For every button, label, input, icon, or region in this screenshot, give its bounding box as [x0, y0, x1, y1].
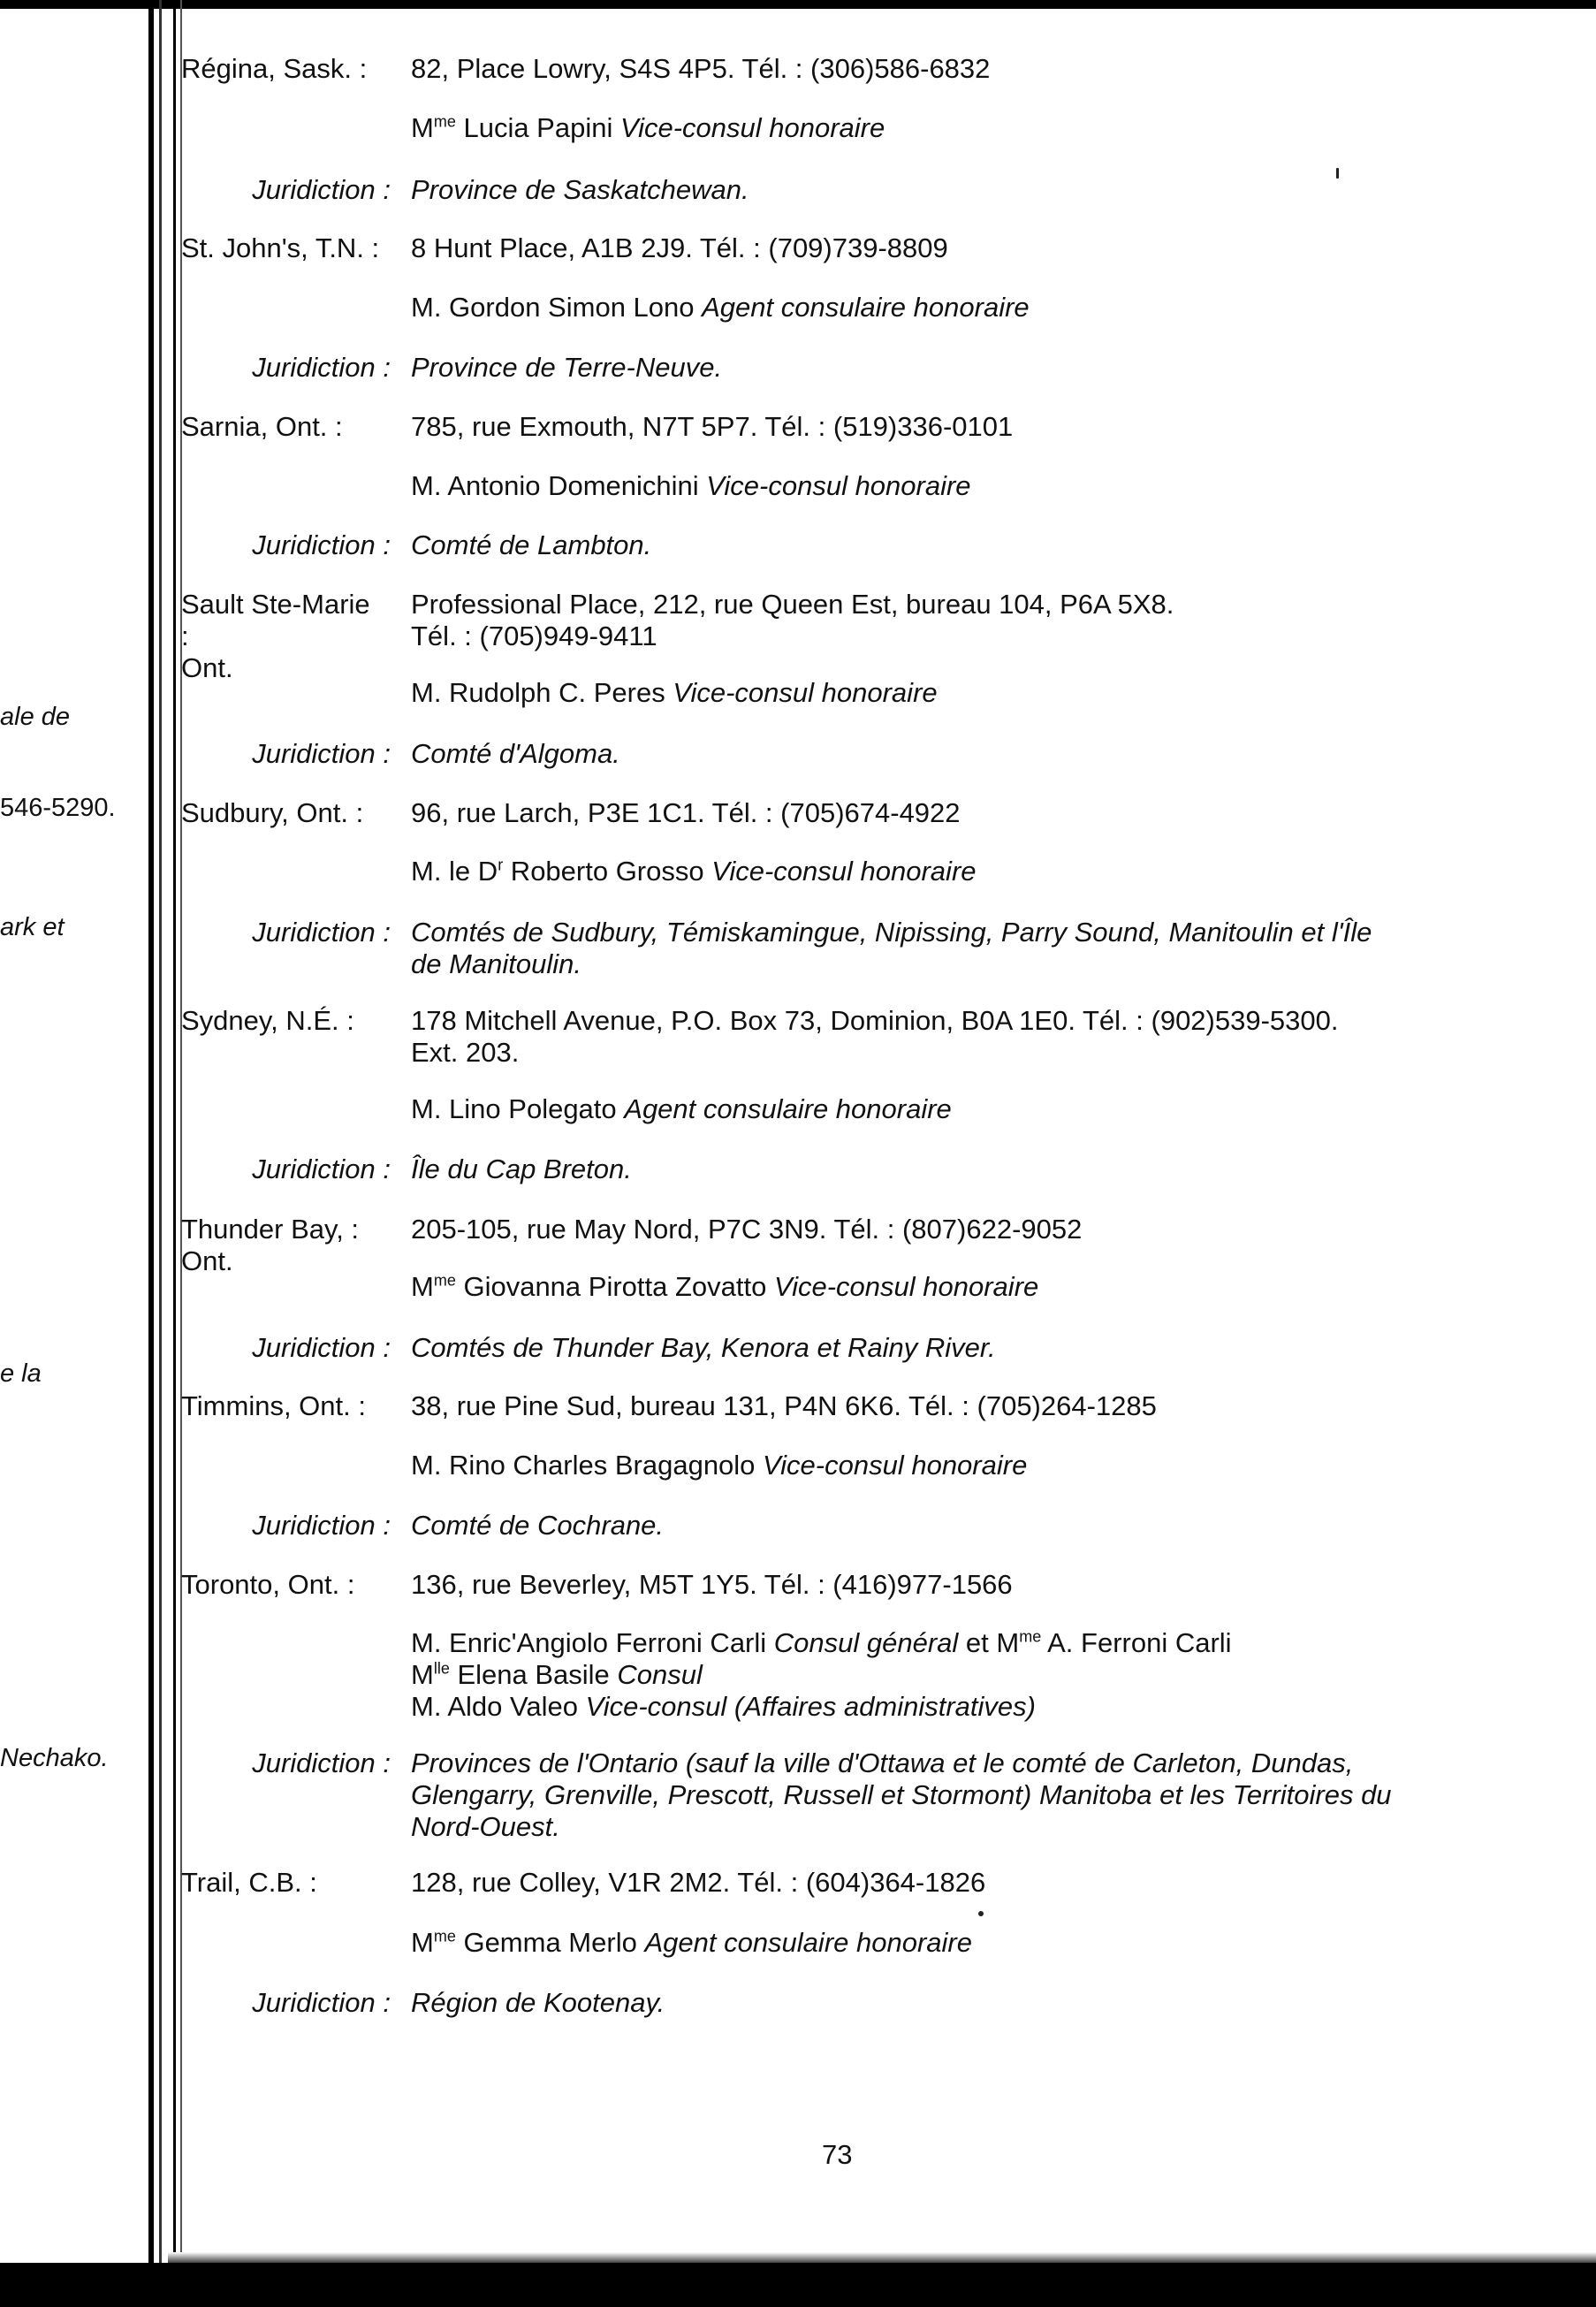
person: $M^{me}$ Lucia Papini Vice-consul honoraire: [411, 112, 885, 143]
margin-fragment: ark et: [0, 913, 65, 941]
scan-speck: [978, 1911, 984, 1916]
person: M. Rudolph C. Peres Vice-consul honoraire: [411, 677, 938, 708]
jurisdiction: Île du Cap Breton.: [411, 1154, 632, 1184]
jurisdiction-label: Juridiction :: [252, 174, 391, 205]
person: M. Lino Polegato Agent consulaire honoraire: [411, 1093, 952, 1124]
jurisdiction-label: Juridiction :: [252, 1510, 391, 1541]
person: M. Enric'Angiolo Ferroni Carli Consul général et $M^{me}$ A. Ferroni Carli: [411, 1627, 1232, 1658]
city-label: Sault Ste-Marie : Ont.: [181, 589, 370, 683]
margin-fragment: ale de: [0, 703, 71, 731]
jurisdiction-label: Juridiction :: [252, 1332, 391, 1363]
address: 785, rue Exmouth, N7T 5P7. Tél. : (519)336-0101: [411, 411, 1014, 442]
jurisdiction: Région de Kootenay.: [411, 1987, 665, 2018]
city-label: Sudbury, Ont. :: [181, 797, 364, 828]
address: 128, rue Colley, V1R 2M2. Tél. : (604)364-1826: [411, 1867, 986, 1898]
jurisdiction-label: Juridiction :: [252, 1747, 391, 1778]
jurisdiction-label: Juridiction :: [252, 352, 391, 383]
address: 96, rue Larch, P3E 1C1. Tél. : (705)674-4922: [411, 797, 961, 828]
person: M. Aldo Valeo Vice-consul (Affaires administratives): [411, 1691, 1036, 1722]
jurisdiction: Provinces de l'Ontario (sauf la ville d'Ottawa et le comté de Carleton, Dundas, Glengarry, Grenville, Prescott, Russell et Stormont) Manitoba et les Territoires du Nord-Ouest.: [411, 1747, 1392, 1842]
city-label: Trail, C.B. :: [181, 1867, 317, 1898]
jurisdiction: Comté de Lambton.: [411, 529, 652, 560]
address: Professional Place, 212, rue Queen Est, bureau 104, P6A 5X8. Tél. : (705)949-9411: [411, 589, 1174, 651]
city-label: Toronto, Ont. :: [181, 1569, 355, 1600]
facing-page-sliver: [0, 0, 146, 2263]
address: 38, rue Pine Sud, bureau 131, P4N 6K6. Tél. : (705)264-1285: [411, 1390, 1157, 1421]
city-label: Régina, Sask. :: [181, 53, 368, 84]
margin-fragment: Nechako.: [0, 1744, 109, 1772]
page-number: 73: [822, 2139, 853, 2170]
person-list: [411, 1627, 1524, 1723]
scan-speck: [1336, 168, 1339, 179]
city-label: Thunder Bay, : Ont.: [181, 1214, 360, 1276]
jurisdiction: Comté d'Algoma.: [411, 738, 620, 769]
person: $M^{me}$ Gemma Merlo Agent consulaire honoraire: [411, 1927, 972, 1958]
person: M. Rino Charles Bragagnolo Vice-consul honoraire: [411, 1450, 1028, 1481]
address: 82, Place Lowry, S4S 4P5. Tél. : (306)586-6832: [411, 53, 991, 84]
jurisdiction: Comtés de Sudbury, Témiskamingue, Nipissing, Parry Sound, Manitoulin et l'Île de Manitoulin.: [411, 917, 1372, 979]
jurisdiction: Province de Saskatchewan.: [411, 174, 749, 205]
jurisdiction-label: Juridiction :: [252, 1154, 391, 1184]
book-spine: [159, 0, 162, 2263]
book-spine: [148, 0, 154, 2263]
scan-border-top: [0, 0, 1596, 9]
person: M. Antonio Domenichini Vice-consul honoraire: [411, 470, 971, 501]
margin-fragment: 546-5290.: [0, 794, 116, 822]
book-spine: [173, 0, 176, 2263]
jurisdiction: Comté de Cochrane.: [411, 1510, 665, 1541]
person: $M^{me}$ Giovanna Pirotta Zovatto Vice-consul honoraire: [411, 1271, 1039, 1302]
jurisdiction: Province de Terre-Neuve.: [411, 352, 723, 383]
city-label: St. John's, T.N. :: [181, 232, 380, 263]
jurisdiction-label: Juridiction :: [252, 529, 391, 560]
jurisdiction-label: Juridiction :: [252, 738, 391, 769]
person: M. le $D^r$ Roberto Grosso Vice-consul honoraire: [411, 856, 977, 887]
book-spine: [180, 0, 182, 2263]
address: 136, rue Beverley, M5T 1Y5. Tél. : (416)977-1566: [411, 1569, 1013, 1600]
address: 205-105, rue May Nord, P7C 3N9. Tél. : (807)622-9052: [411, 1214, 1083, 1245]
person: $M^{lle}$ Elena Basile Consul: [411, 1659, 703, 1690]
person: M. Gordon Simon Lono Agent consulaire honoraire: [411, 292, 1030, 323]
city-label: Timmins, Ont. :: [181, 1390, 366, 1421]
jurisdiction-label: Juridiction :: [252, 917, 391, 948]
address: 8 Hunt Place, A1B 2J9. Tél. : (709)739-8809: [411, 232, 948, 263]
address: 178 Mitchell Avenue, P.O. Box 73, Dominion, B0A 1E0. Tél. : (902)539-5300. Ext. 203.: [411, 1005, 1339, 1068]
city-label: Sydney, N.É. :: [181, 1005, 354, 1036]
jurisdiction-label: Juridiction :: [252, 1987, 391, 2018]
margin-fragment: e la: [0, 1359, 42, 1388]
jurisdiction: Comtés de Thunder Bay, Kenora et Rainy River.: [411, 1332, 996, 1363]
scan-border-bottom: [0, 2263, 1596, 2307]
city-label: Sarnia, Ont. :: [181, 411, 343, 442]
